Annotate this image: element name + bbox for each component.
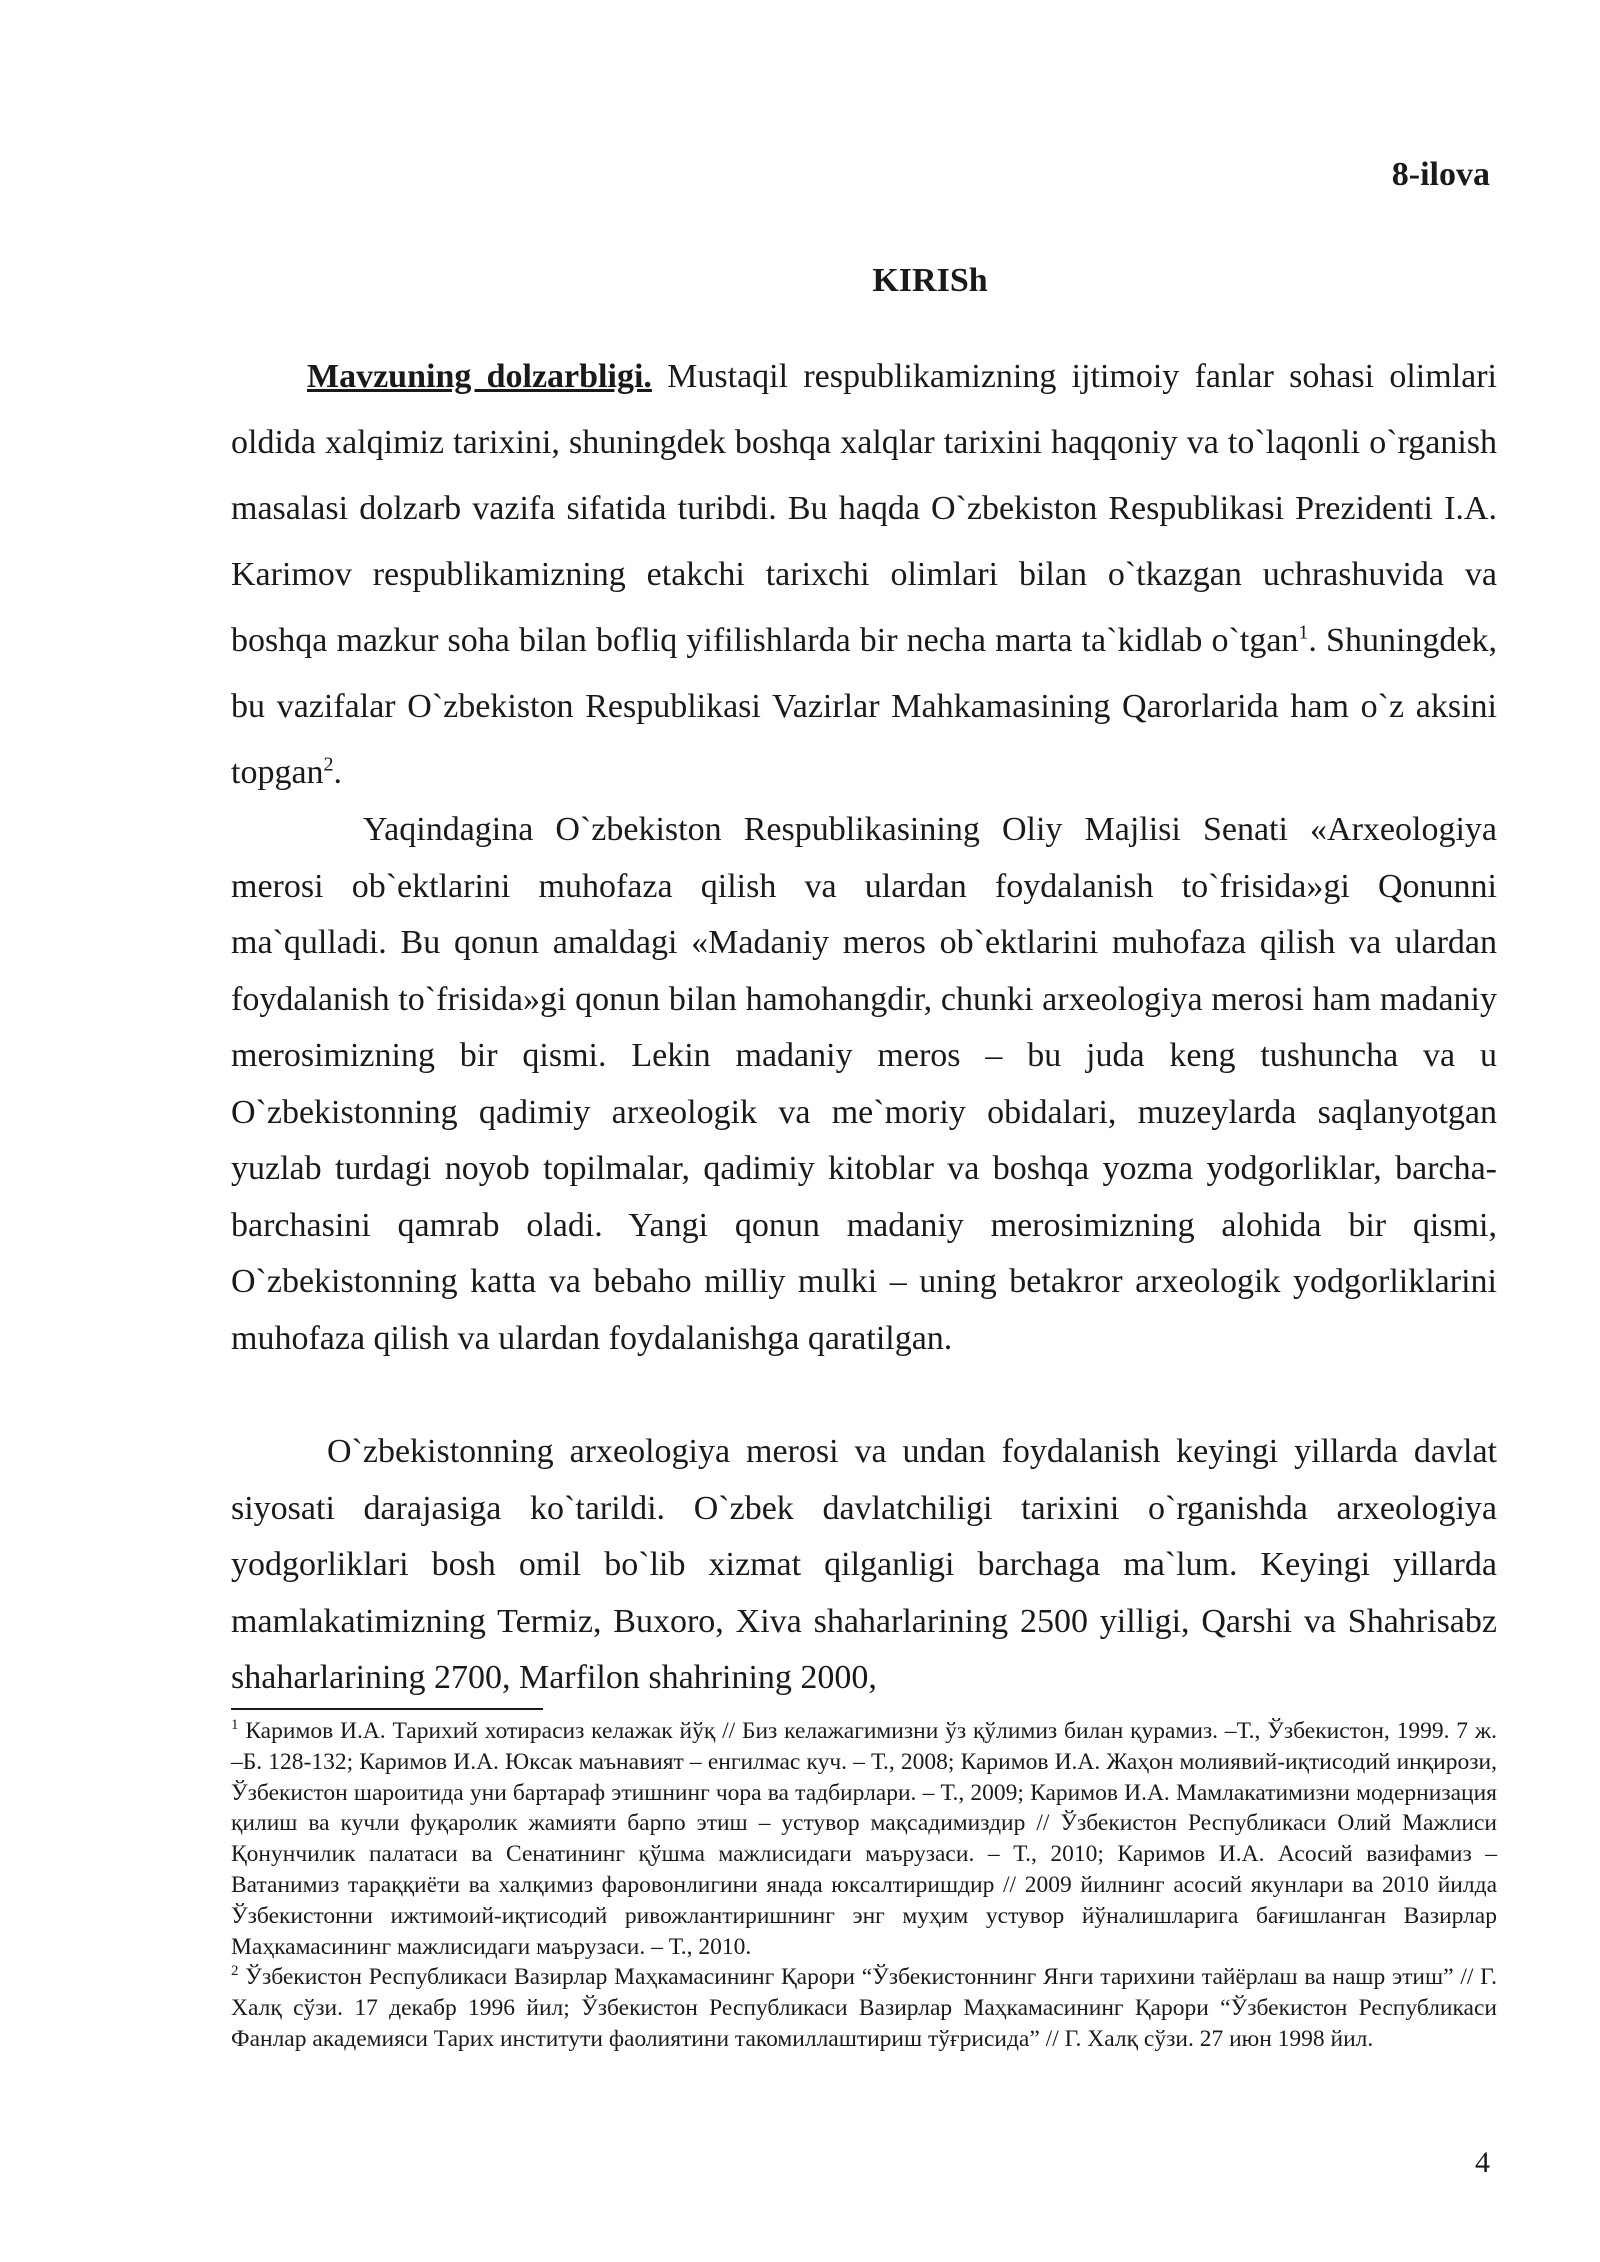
footnotes [231, 1716, 1497, 2055]
paragraph-text: Mustaqil respublikamizning ijtimoiy fanlar sohasi olimlari oldida xalqimiz tarixini, shuningdek boshqa xalqlar tarixini haqqoniy va to`laqonli o`rganish masalasi dolzarb vazifa sifatida turibdi. Bu haqda O`zbekiston Respublikasi Prezidenti I.A. Karimov respublikamizning etakchi tarixchi olimlari bilan o`tkazgan uchrashuvida va boshqa mazkur soha bilan bofliq yifilishlarda bir necha marta ta`kidlab o`tgan [231, 358, 1498, 659]
paragraph-text: . Shuningdek, bu vazifalar O`zbekiston Respublikasi Vazirlar Mahkamasining Qarorlarida ham o`z aksini topgan [231, 622, 1497, 791]
paragraph-heritage [231, 1424, 1497, 1707]
footnote-separator [231, 1708, 543, 1710]
paragraph-text: Yaqindagina O`zbekiston Respublikasining Oliy Majlisi Senati «Arxeologiya merosi ob`ektlarini muhofaza qilish va ulardan foydalanish to`frisida»gi Qonunni ma`qulladi. Bu qonun amaldagi «Madaniy meros ob`ektlarini muhofaza qilish va ulardan foydalanish to`frisida»gi qonun bilan hamohangdir, chunki arxeologiya merosi ham madaniy merosimizning bir qismi. Lekin madaniy meros – bu juda keng tushuncha va u O`zbekistonning qadimiy arxeologik va me`moriy obidalari, muzeylarda saqlanyotgan yuzlab turdagi noyob topilmalar, qadimiy kitoblar va boshqa yozma yodgorliklar, barcha-barchasini qamrab oladi. Yangi qonun madaniy merosimizning alohida bir qismi, O`zbekistonning katta va bebaho milliy mulki – uning betakror arxeologik yodgorliklarini muhofaza qilish va ulardan foydalanishga qaratilgan. [231, 811, 1497, 1357]
footnote-ref-1: 1 [1298, 621, 1309, 644]
footnote-ref-2: 2 [323, 753, 334, 776]
paragraph-lead: Mavzuning dolzarbligi. [307, 358, 652, 395]
section-heading: KIRISh [872, 262, 988, 299]
footnote-mark: 1 [231, 1717, 239, 1734]
page-number: 4 [1475, 2146, 1490, 2179]
footnote-text: Ўзбекистон Республикаси Вазирлар Маҳкамасининг Қарори “Ўзбекистоннинг Янги тарихини тайёрлаш ва нашр этиш” // Г. Халқ сўзи. 17 декабр 1996 йил; Ўзбекистон Республикаси Вазирлар Маҳкамасининг Қарори “Ўзбекистон Республикаси Фанлар академияси Тарих институти фаолиятини такомиллаштириш тўғрисида” // Г. Халқ сўзи. 27 июн 1998 йил. [231, 1964, 1497, 2052]
footnote-1 [231, 1716, 1497, 1962]
annex-label: 8-ilova [1391, 156, 1490, 193]
footnote-mark: 2 [231, 1963, 239, 1980]
paragraph-relevance [231, 344, 1497, 806]
footnote-2 [231, 1962, 1497, 2054]
paragraph-text: . [333, 754, 343, 791]
paragraph-text: O`zbekistonning arxeologiya merosi va undan foydalanish keyingi yillarda davlat siyosati darajasiga ko`tarildi. O`zbek davlatchiligi tarixini o`rganishda arxeologiya yodgorliklari bosh omil bo`lib xizmat qilganligi barchaga ma`lum. Keyingi yillarda mamlakatimizning Termiz, Buxoro, Xiva shaharlarining 2500 yilligi, Qarshi va Shahrisabz shaharlarining 2700, Marfilon shahrining 2000, [231, 1433, 1497, 1696]
paragraph-law [231, 802, 1497, 1367]
footnote-text: Каримов И.А. Тарихий хотирасиз келажак йўқ // Биз келажагимизни ўз қўлимиз билан қурамиз. –Т., Ўзбекистон, 1999. 7 ж. –Б. 128-132; Каримов И.А. Юксак маънавият – енгилмас куч. – Т., 2008; Каримов И.А. Жаҳон молиявий-иқтисодий инқирози, Ўзбекистон шароитида уни бартараф этишнинг чора ва тадбирлари. – Т., 2009; Каримов И.А. Мамлакатимизни модернизация қилиш ва кучли фуқаролик жамияти барпо этиш – устувор мақсадимиздир // Ўзбекистон Республикаси Олий Мажлиси Қонунчилик палатаси ва Сенатининг қўшма мажлисидаги маърузаси. – Т., 2010; Каримов И.А. Асосий вазифамиз – Ватанимиз тараққиёти ва халқимиз фаровонлигини янада юксалтиришдир // 2009 йилнинг асосий якунлари ва 2010 йилда Ўзбекистонни ижтимоий-иқтисодий ривожлантиришнинг энг муҳим устувор йўналишларига бағишланган Вазирлар Маҳкамасининг мажлисидаги маърузаси. – Т., 2010. [231, 1718, 1497, 1960]
